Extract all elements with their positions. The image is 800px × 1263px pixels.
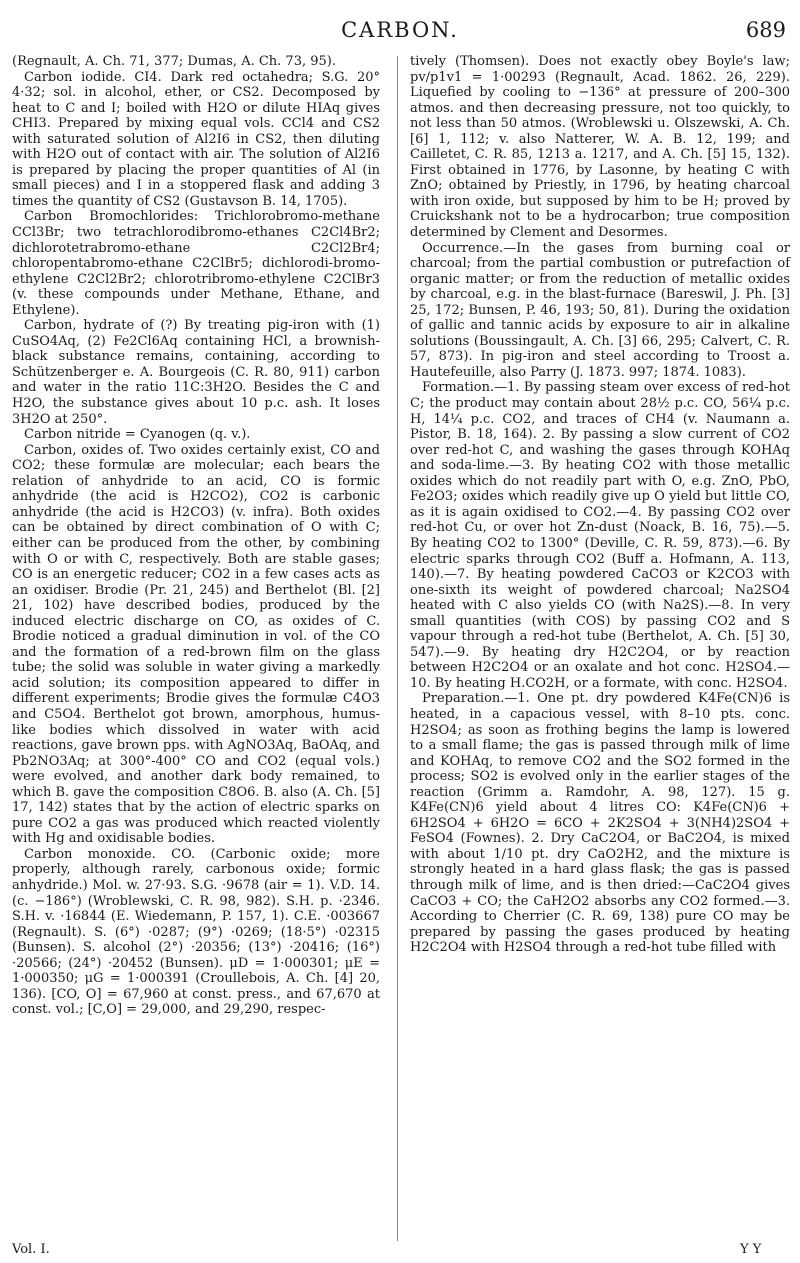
volume-label: Vol. I. xyxy=(12,1242,50,1257)
running-title: CARBON. xyxy=(341,18,459,42)
paragraph: Carbon, hydrate of (?) By treating pig-iron with (1) CuSO4Aq, (2) Fe2Cl6Aq containing HCl, a brownish-black substance remains, containing, according to Schützenberger e. A. Bourgeois (C. R. 80, 911) carbon and water in the ratio 11C:3H2O. Besides the C and H2O, the substance gives about 10 p.c. ash. It loses 3H2O at 250°. xyxy=(12,318,380,427)
paragraph: Formation.—1. By passing steam over excess of red-hot C; the product may contain about 28½ p.c. CO, 56¼ p.c. H, 14¼ p.c. CO2, and traces of CH4 (v. Naumann a. Pistor, B. 18, 164). 2. By passing a slow current of CO2 over red-hot C, and washing the gases through KOHAq and soda-lime.—3. By heating CO2 with those metallic oxides which do not readily part with O, e.g. ZnO, PbO, Fe2O3; oxides which readily give up O yield but little CO, as it is again oxidised to CO2.—4. By passing CO2 over red-hot Cu, or over hot Zn-dust (Noack, B. 16, 75).—5. By heating CO2 to 1300° (Deville, C. R. 59, 873).—6. By electric sparks through CO2 (Buff a. Hofmann, A. 113, 140).—7. By heating powdered CaCO3 or K2CO3 with one-sixth its weight of powdered charcoal; Na2SO4 heated with C also yields CO (with Na2S).—8. In very small quantities (with COS) by passing CO2 and S vapour through a red-hot tube (Berthelot, A. Ch. [5] 30, 547).—9. By heating dry H2C2O4, or by reaction between H2C2O4 or an oxalate and hot conc. H2SO4.—10. By heating H.CO2H, or a formate, with conc. H2SO4. xyxy=(410,380,790,691)
paragraph: tively (Thomsen). Does not exactly obey Boyle's law; pv/p1v1 = 1·00293 (Regnault, Acad. 1862. 26, 229). Liquefied by cooling to −136° at pressure of 200–300 atmos. and then decreasing pressure, not too quickly, to not less than 50 atmos. (Wroblewski u. Olszewski, A. Ch. [6] 1, 112; v. also Natterer, W. A. B. 12, 199; and Cailletet, C. R. 85, 1213 a. 1217, and A. Ch. [5] 15, 132). First obtained in 1776, by Lasonne, by heating C with ZnO; obtained by Priestly, in 1796, by heating charcoal with iron oxide, but supposed by him to be H; proved by Cruickshank not to be a hydrocarbon; true composition determined by Clement and Desormes. xyxy=(410,54,790,241)
left-column xyxy=(12,54,380,1018)
paragraph: Carbon Bromochlorides: Trichlorobromo-methane CCl3Br; two tetrachlorodibromo-ethanes C2Cl4Br2; dichlorotetrabromo-ethane C2Cl2Br4; chloropentabromo-ethane C2ClBr5; dichlorodi-bromo-ethylene C2Cl2Br2; chlorotribromo-ethylene C2ClBr3 (v. these compounds under Methane, Ethane, and Ethylene). xyxy=(12,209,380,318)
paragraph: (Regnault, A. Ch. 71, 377; Dumas, A. Ch. 73, 95). xyxy=(12,54,336,69)
page-number: 689 xyxy=(745,18,786,42)
page-header xyxy=(0,14,800,46)
paragraph: Carbon monoxide. CO. (Carbonic oxide; more properly, although rarely, carbonous oxide; formic anhydride.) Mol. w. 27·93. S.G. ·9678 (air = 1). V.D. 14. (c. −186°) (Wroblewski, C. R. 98, 982). S.H. p. ·2346. S.H. v. ·16844 (E. Wiedemann, P. 157, 1). C.E. ·003667 (Regnault). S. (6°) ·0287; (9°) ·0269; (18·5°) ·02315 (Bunsen). S. alcohol (2°) ·20356; (13°) ·20416; (16°) ·20566; (24°) ·20452 (Bunsen). μD = 1·000301; μE = 1·000350; μG = 1·000391 (Croullebois, A. Ch. [4] 20, 136). [CO, O] = 67,960 at const. press., and 67,670 at const. vol.; [C,O] = 29,000, and 29,290, respec- xyxy=(12,846,380,1018)
paragraph: Preparation.—1. One pt. dry powdered K4Fe(CN)6 is heated, in a capacious vessel, with 8–10 pts. conc. H2SO4; as soon as frothing begins the lamp is lowered to a small flame; the gas is passed through milk of lime and KOHAq, to remove CO2 and the SO2 formed in the process; SO2 is evolved only in the earlier stages of the reaction (Grimm a. Ramdohr, A. 98, 127). 15 g. K4Fe(CN)6 yield about 4 litres CO: K4Fe(CN)6 + 6H2SO4 + 6H2O = 6CO + 2K2SO4 + 3(NH4)2SO4 + FeSO4 (Fownes). 2. Dry CaC2O4, or BaC2O4, is mixed with about 1/10 pt. dry CaO2H2, and the mixture is strongly heated in a hard glass flask; the gas is passed through milk of lime, and is then dried:—CaC2O4 gives CaCO3 + CO; the CaH2O2 absorbs any CO2 formed.—3. According to Cherrier (C. R. 69, 138) pure CO may be prepared by passing the gases produced by heating H2C2O4 with H2SO4 through a red-hot tube filled with xyxy=(410,691,790,956)
paragraph: Carbon iodide. CI4. Dark red octahedra; S.G. 20° 4·32; sol. in alcohol, ether, or CS2. Decomposed by heat to C and I; boiled with H2O or dilute HIAq gives CHI3. Prepared by mixing equal vols. CCl4 and CS2 with saturated solution of Al2I6 in CS2, then diluting with H2O out of contact with air. The solution of Al2I6 is prepared by placing the proper quantities of Al (in small pieces) and I in a stoppered flask and adding 3 times the quantity of CS2 (Gustavson B. 14, 1705). xyxy=(12,69,380,209)
signature-mark: Y Y xyxy=(740,1242,762,1257)
paragraph: Occurrence.—In the gases from burning coal or charcoal; from the partial combustion or putrefaction of organic matter; or from the reduction of metallic oxides by charcoal, e.g. in the blast-furnace (Bareswil, J. Ph. [3] 25, 172; Bunsen, P. 46, 193; 50, 81). During the oxidation of gallic and tannic acids by exposure to air in alkaline solutions (Boussingault, A. Ch. [3] 66, 295; Calvert, C. R. 57, 873). In pig-iron and steel according to Troost a. Hautefeuille, also Parry (J. 1873. 997; 1874. 1083). xyxy=(410,240,790,380)
column-divider xyxy=(397,56,398,1241)
right-column xyxy=(410,54,790,956)
paragraph: Carbon, oxides of. Two oxides certainly exist, CO and CO2; these formulæ are molecular; each bears the relation of anhydride to an acid, CO is formic anhydride (the acid is H2CO2), CO2 is carbonic anhydride (the acid is H2CO3) (v. infra). Both oxides can be obtained by direct combination of O with C; either can be produced from the other, by combining with O or with C, respectively. Both are stable gases; CO is an energetic reducer; CO2 in a few cases acts as an oxidiser. Brodie (Pr. 21, 245) and Berthelot (Bl. [2] 21, 102) have described bodies, produced by the induced electric discharge on CO, as oxides of C. Brodie noticed a gradual diminution in vol. of the CO and the formation of a red-brown film on the glass tube; the solid was soluble in water giving a markedly acid solution; its composition appeared to differ in different experiments; Brodie gives the formulæ C4O3 and C5O4. Berthelot got brown, amorphous, humus-like bodies which dissolved in water with acid reactions, gave brown pps. with AgNO3Aq, BaOAq, and Pb2NO3Aq; at 300°-400° CO and CO2 (equal vols.) were evolved, and another dark body remained, to which B. gave the composition C8O6. B. also (A. Ch. [5] 17, 142) states that by the action of electric sparks on pure CO2 a gas was produced which reacted violently with Hg and oxidisable bodies. xyxy=(12,442,380,847)
paragraph: Carbon nitride = Cyanogen (q. v.). xyxy=(24,427,251,443)
